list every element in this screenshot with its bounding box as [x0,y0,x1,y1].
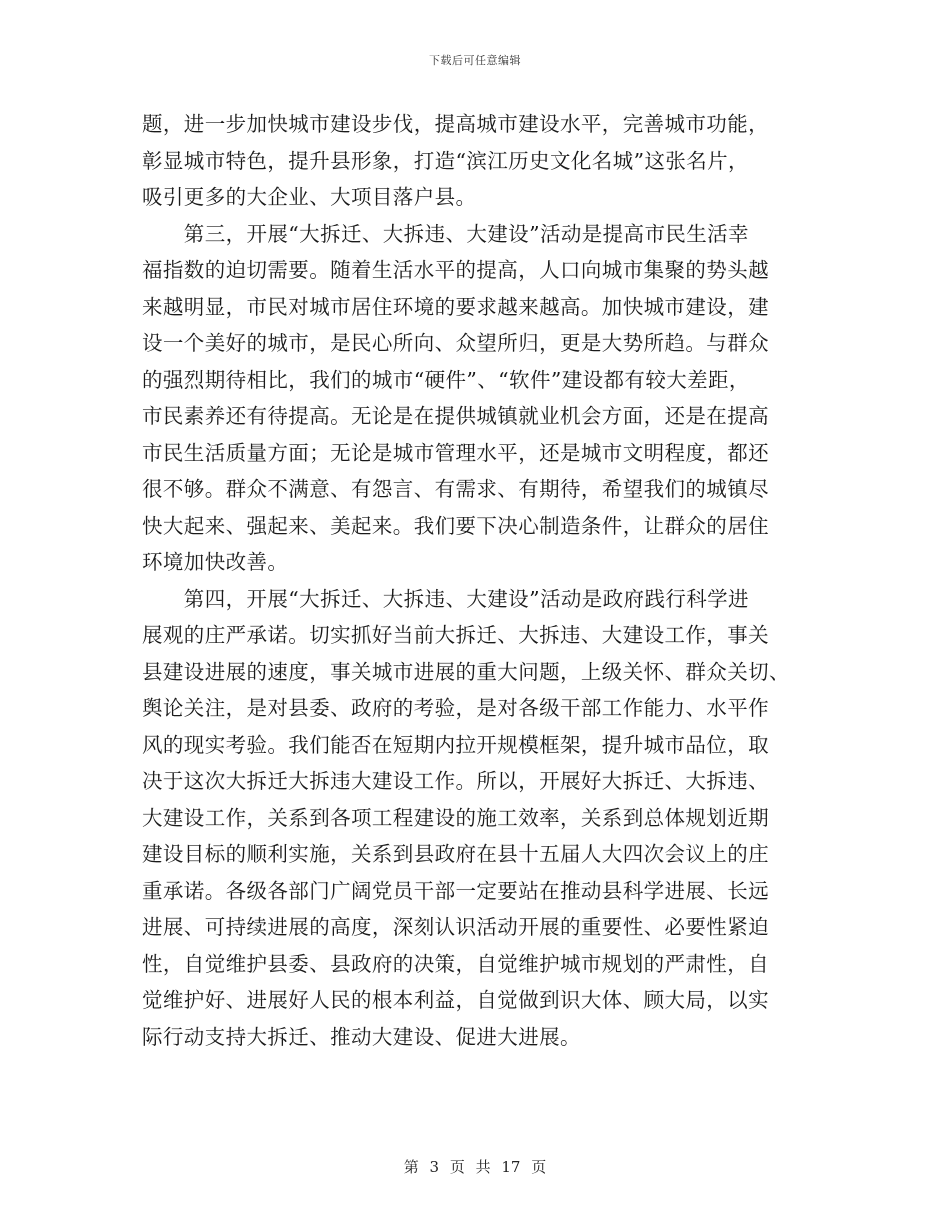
text-line: 际行动支持大拆迁、推动大建设、促进大进展。 [142,1024,581,1049]
document-body [142,106,802,1055]
text-line: 福指数的迫切需要。随着生活水平的提高，人口向城市集聚的势头越 [142,258,769,282]
text-line: 性，自觉维护县委、县政府的决策，自觉维护城市规划的严肃性，自 [142,951,769,976]
text-line: 舆论关注，是对县委、政府的考验，是对各级干部工作能力、水平作 [142,696,769,720]
text-line: 吸引更多的大企业、大项目落户县。 [142,185,477,209]
text-line: 很不够。群众不满意、有怨言、有需求、有期待，希望我们的城镇尽 [142,477,769,501]
text-line: 觉维护好、进展好人民的根本利益，自觉做到识大体、顾大局，以实 [142,988,769,1012]
text-line: 彰显城市特色，提升县形象，打造“滨江历史文化名城”这张名片， [142,148,749,173]
text-line: 题，进一步加快城市建设步伐，提高城市建设水平，完善城市功能， [142,112,769,136]
text-line: 展观的庄严承诺。切实抓好当前大拆迁、大拆违、大建设工作，事关 [142,623,769,647]
text-line: 风的现实考验。我们能否在短期内拉开规模框架，提升城市品位，取 [142,732,769,757]
text-line: 第四，开展“大拆迁、大拆违、大建设”活动是政府践行科学进 [142,586,749,611]
text-line: 市民生活质量方面；无论是城市管理水平，还是城市文明程度，都还 [142,440,769,465]
text-line: 第三，开展“大拆迁、大拆违、大建设”活动是提高市民生活幸 [142,221,749,246]
text-line: 设一个美好的城市，是民心所向、众望所归，更是大势所趋。与群众 [142,331,769,355]
text-line: 进展、可持续进展的高度，深刻认识活动开展的重要性、必要性紧迫 [142,915,769,939]
text-line: 建设目标的顺利实施，关系到县政府在县十五届人大四次会议上的庄 [142,842,769,866]
text-line: 决于这次大拆迁大拆违大建设工作。所以，开展好大拆迁、大拆违、 [142,769,769,793]
text-line: 重承诺。各级各部门广阔党员干部一定要站在推动县科学进展、长远 [142,878,769,903]
text-line: 县建设进展的速度，事关城市进展的重大问题，上级关怀、群众关切、 [142,659,790,684]
text-line: 环境加快改善。 [142,550,289,574]
text-line: 来越明显，市民对城市居住环境的要求越来越高。加快城市建设，建 [142,294,769,319]
text-line: 快大起来、强起来、美起来。我们要下决心制造条件，让群众的居住 [142,513,769,538]
page-footer: 第 3 页 共 17 页 [403,1158,547,1176]
text-line: 市民素养还有待提高。无论是在提供城镇就业机会方面，还是在提高 [142,404,769,428]
text-line: 大建设工作，关系到各项工程建设的施工效率，关系到总体规划近期 [142,805,769,830]
text-line: 的强烈期待相比，我们的城市“硬件”、“软件”建设都有较大差距， [142,367,750,392]
page-header: 下载后可任意编辑 [429,54,521,67]
